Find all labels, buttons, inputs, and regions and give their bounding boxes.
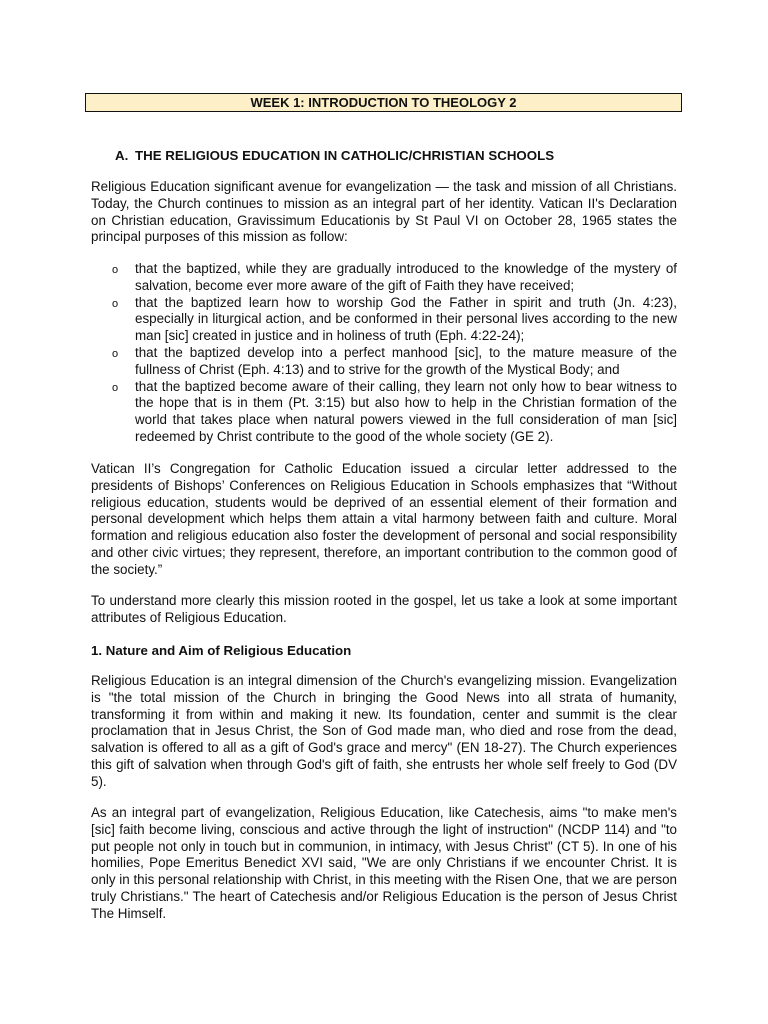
- list-item: [91, 295, 677, 345]
- list-item: [91, 345, 677, 379]
- list-item: [91, 379, 677, 446]
- section-letter: A.: [115, 148, 129, 163]
- understand-paragraph: To understand more clearly this mission rooted in the gospel, let us take a look at some important attributes of Religious Education.: [91, 593, 677, 625]
- bullet-marker-icon: o: [112, 297, 119, 310]
- intro-paragraph: Religious Education significant avenue for evangelization — the task and mission of all Christians. Today, the Church continues to mission as an integral part of her identity. Vatican II's Declaration on Christian education, Gravissimum Educationis by St Paul VI on October 28, 1965 states the principal purposes of this mission as follow:: [91, 179, 677, 245]
- bullet-marker-icon: o: [112, 347, 119, 360]
- list-item-text: that the baptized develop into a perfect manhood [sic], to the mature measure of the fullness of Christ (Eph. 4:13) and to strive for the growth of the Mystical Body; and: [135, 344, 677, 377]
- bullet-marker-icon: o: [112, 381, 119, 394]
- section-heading-text: THE RELIGIOUS EDUCATION IN CATHOLIC/CHRISTIAN SCHOOLS: [135, 148, 555, 163]
- subsection-heading: 1. Nature and Aim of Religious Education: [91, 643, 352, 658]
- bullet-marker-icon: o: [112, 264, 119, 276]
- list-item-text: that the baptized learn how to worship God the Father in spirit and truth (Jn. 4:23), especially in liturgical action, and be conformed in their personal lives according to the new man [sic] created in justice and in holiness of truth (Eph. 4:22-24);: [135, 294, 677, 344]
- list-item-text: that the baptized, while they are gradually introduced to the knowledge of the mystery of salvation, become ever more aware of the gift of Faith they have received;: [135, 261, 677, 293]
- nature-paragraph: Religious Education is an integral dimension of the Church's evangelizing mission. Evangelization is "the total mission of the Church in bringing the Good News into all strata of humanity, transforming it from within and making it new. Its foundation, center and summit is the clear proclamation that in Jesus Christ, the Son of God made man, who died and rose from the dead, salvation is offered to all as a gift of God's grace and mercy" (EN 18-27). The Church experiences this gift of salvation when through God's gift of faith, she entrusts her whole self freely to God (DV 5).: [91, 673, 677, 789]
- congregation-paragraph: Vatican II’s Congregation for Catholic Education issued a circular letter addressed to the presidents of Bishops’ Conferences on Religious Education in Schools emphasizes that “Without religious education, students would be deprived of an essential element of their formation and personal development which helps them attain a vital harmony between faith and culture. Moral formation and religious education also foster the development of personal and social responsibility and other civic virtues; they represent, therefore, an important contribution to the common good of the society.”: [91, 461, 677, 577]
- section-heading: [115, 147, 554, 164]
- integral-paragraph: As an integral part of evangelization, Religious Education, like Catechesis, aims "to make men's [sic] faith become living, conscious and active through the light of instruction" (NCDP 114) and "to put people not only in touch but in communion, in intimacy, with Jesus Christ" (CT 5). In one of his homilies, Pope Emeritus Benedict XVI said, "We are only Christians if we encounter Christ. It is only in this personal relationship with Christ, in this meeting with the Risen One, that we are person truly Christians." The heart of Catechesis and/or Religious Education is the person of Jesus Christ The Himself.: [91, 805, 677, 921]
- list-item-text: that the baptized become aware of their calling, they learn not only how to bear witness to the hope that is in them (Pt. 3:15) but also how to help in the Christian formation of the world that takes place when natural powers viewed in the full consideration of man [sic] redeemed by Christ contribute to the good of the whole society (GE 2).: [135, 378, 677, 444]
- purpose-list: [91, 261, 677, 446]
- page-title: WEEK 1: INTRODUCTION TO THEOLOGY 2: [85, 93, 682, 112]
- list-item: [91, 261, 677, 295]
